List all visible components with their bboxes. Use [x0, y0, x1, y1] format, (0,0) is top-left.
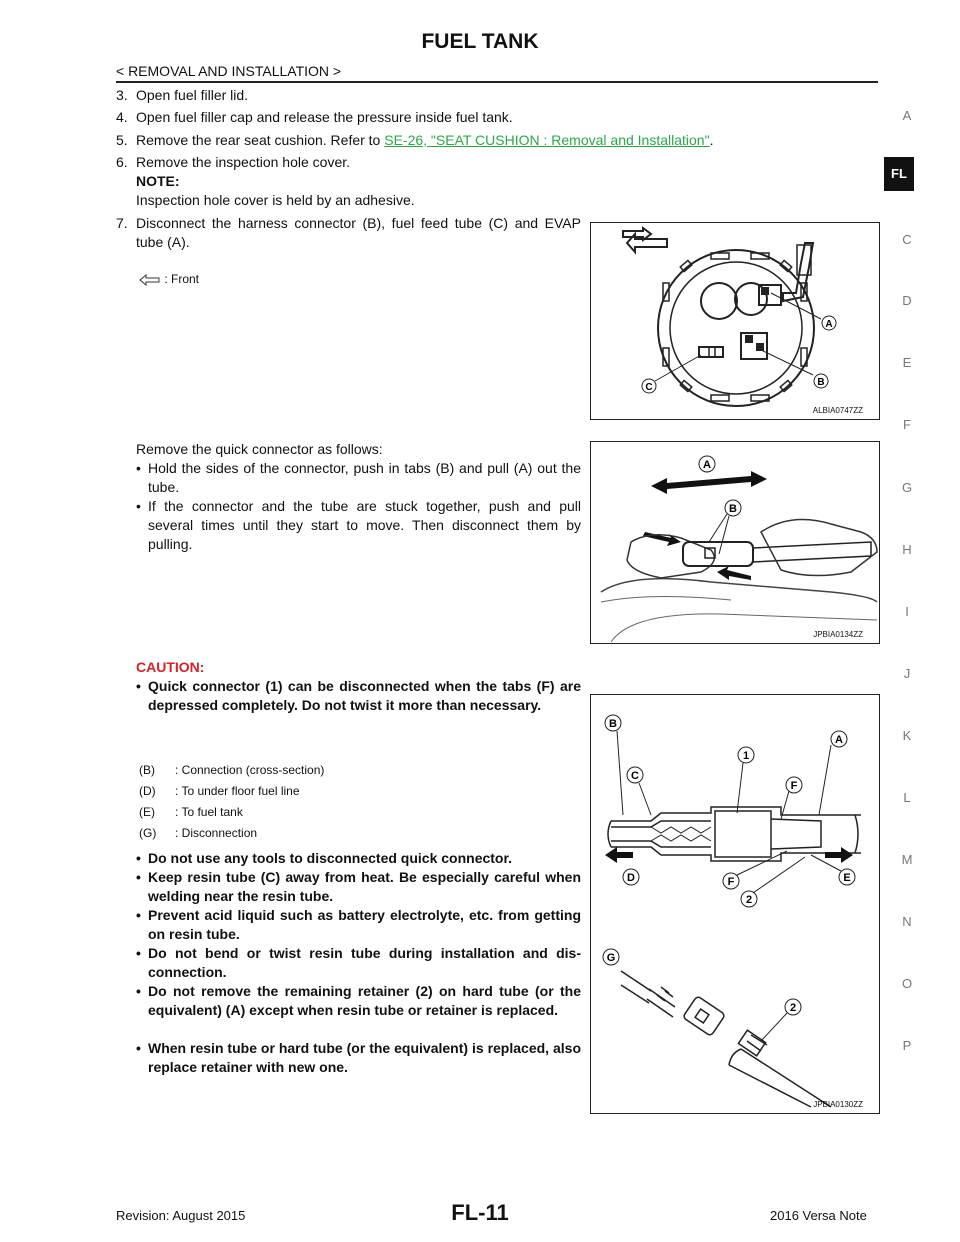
caution-item-3: • Keep resin tube (C) away from heat. Be especially careful when welding near the resin tube. — [136, 869, 581, 904]
fuel-pump-drawing — [591, 223, 879, 419]
label-b-callout — [814, 374, 828, 388]
sidebar-letter-a[interactable]: A — [902, 108, 912, 123]
label-d-callout — [623, 869, 639, 885]
cross-section-drawing — [591, 695, 879, 1113]
legend-row: (G) : Disconnection — [139, 826, 258, 840]
quick-intro: Remove the quick connector as follows: — [136, 441, 383, 457]
legend-row: (E) : To fuel tank — [139, 805, 243, 819]
figure-id: JPBIA0134ZZ — [813, 630, 863, 639]
label-a-callout — [831, 731, 847, 747]
svg-text:D: D — [627, 872, 635, 884]
caution-item-2: • Do not use any tools to disconnected quick connector. — [136, 850, 513, 866]
svg-text:2: 2 — [789, 1002, 797, 1014]
svg-text:A: A — [825, 319, 833, 330]
svg-text:A: A — [835, 734, 843, 746]
svg-text:G: G — [606, 952, 616, 964]
caution-item-7: • When resin tube or hard tube (or the equivalent) is replaced, also replace retainer with new one. — [136, 1040, 581, 1075]
section-heading: < REMOVAL AND INSTALLATION > — [116, 63, 342, 79]
figure-id: JPBIA0130ZZ — [813, 1100, 863, 1109]
footer-model: 2016 Versa Note — [770, 1208, 867, 1223]
svg-text:C: C — [631, 770, 639, 782]
label-1-callout — [738, 747, 754, 763]
quick-bullet-1: • Hold the sides of the connector, push in tabs (B) and pull (A) out the tube. — [136, 460, 581, 495]
svg-text:C: C — [645, 382, 653, 393]
label-f-callout — [786, 777, 802, 793]
svg-text:F: F — [790, 780, 798, 792]
sidebar-letter-f[interactable]: F — [903, 417, 911, 432]
sidebar-letter-fl-active[interactable]: FL — [884, 157, 914, 191]
sidebar-letter-d[interactable]: D — [902, 293, 912, 308]
label-e-callout — [839, 869, 855, 885]
sidebar-letter-i[interactable]: I — [905, 604, 909, 619]
sidebar-letter-e[interactable]: E — [902, 355, 912, 370]
svg-text:F: F — [727, 876, 735, 888]
front-legend: : Front — [139, 269, 199, 290]
sidebar-letter-p[interactable]: P — [902, 1038, 912, 1053]
caution-legend — [139, 760, 324, 844]
label-g-callout — [603, 949, 619, 965]
footer-revision: Revision: August 2015 — [116, 1208, 246, 1223]
header-rule — [116, 81, 878, 83]
label-b-callout — [725, 500, 741, 516]
note-text: Inspection hole cover is held by an adhesive. — [136, 192, 415, 208]
legend-row: (D) : To under floor fuel line — [139, 784, 300, 798]
svg-text:A: A — [703, 459, 711, 471]
sidebar-letter-l[interactable]: L — [903, 790, 911, 805]
step-5: 5. Remove the rear seat cushion. Refer to SE-26, "SEAT CUSHION : Removal and Installation". — [116, 132, 714, 148]
note-label: NOTE: — [136, 173, 180, 189]
caution-item-1: • Quick connector (1) can be disconnected when the tabs (F) are depressed completely. Do not twist it more than necessary. — [136, 678, 581, 713]
quick-bullet-2: • If the connector and the tube are stuck together, push and pull several times until they start to move. Then disconnect them by pulling. — [136, 498, 581, 552]
label-a-callout — [822, 316, 836, 330]
caution-item-6: • Do not remove the remaining retainer (2) on hard tube (or the equivalent) (A) except when resin tube or retainer is replaced. — [136, 983, 581, 1018]
figure-id: ALBIA0747ZZ — [812, 406, 863, 415]
sidebar-letter-k[interactable]: K — [902, 728, 912, 743]
sidebar-letter-j[interactable]: J — [903, 666, 911, 681]
step-3: 3. Open fuel filler lid. — [116, 87, 249, 103]
label-2-callout — [741, 891, 757, 907]
label-c-callout — [642, 379, 656, 393]
svg-text:2: 2 — [745, 894, 753, 906]
seat-cushion-link[interactable]: SE-26, "SEAT CUSHION : Removal and Installation" — [384, 132, 710, 148]
sidebar-letter-o[interactable]: O — [901, 976, 913, 991]
front-arrow-icon — [139, 274, 161, 286]
sidebar-letter-n[interactable]: N — [902, 914, 912, 929]
sidebar-letter-m[interactable]: M — [901, 852, 913, 867]
svg-text:1: 1 — [742, 750, 750, 762]
svg-text:B: B — [817, 377, 825, 388]
page-title: FUEL TANK — [421, 30, 539, 53]
caution-item-5: • Do not bend or twist resin tube during installation and dis- connection. — [136, 945, 581, 980]
hands-drawing — [591, 442, 879, 643]
figure-fuel-pump-top — [590, 222, 880, 420]
sidebar-letter-h[interactable]: H — [902, 542, 912, 557]
label-c-callout — [627, 767, 643, 783]
svg-text:B: B — [729, 503, 737, 515]
step-4: 4. Open fuel filler cap and release the pressure inside fuel tank. — [116, 109, 513, 125]
svg-text:B: B — [609, 718, 617, 730]
label-2-callout — [785, 999, 801, 1015]
label-f-callout — [723, 873, 739, 889]
figure-quick-connector-hands — [590, 441, 880, 644]
caution-label: CAUTION: — [136, 659, 205, 675]
step-7: 7. Disconnect the harness connector (B), fuel feed tube (C) and EVAP tube (A). — [116, 215, 581, 250]
label-b-callout — [605, 715, 621, 731]
figure-connector-cross-section — [590, 694, 880, 1114]
legend-row: (B) : Connection (cross-section) — [139, 763, 325, 777]
label-a-callout — [699, 456, 715, 472]
page-number: FL-11 — [451, 1200, 509, 1225]
step-6: 6. Remove the inspection hole cover. NOTE: Inspection hole cover is held by an adhesive. — [116, 153, 581, 210]
sidebar-letter-g[interactable]: G — [901, 480, 913, 495]
caution-item-4: • Prevent acid liquid such as battery electrolyte, etc. from getting on resin tube. — [136, 907, 581, 942]
svg-text:E: E — [843, 872, 851, 884]
sidebar-letter-c[interactable]: C — [902, 232, 912, 247]
